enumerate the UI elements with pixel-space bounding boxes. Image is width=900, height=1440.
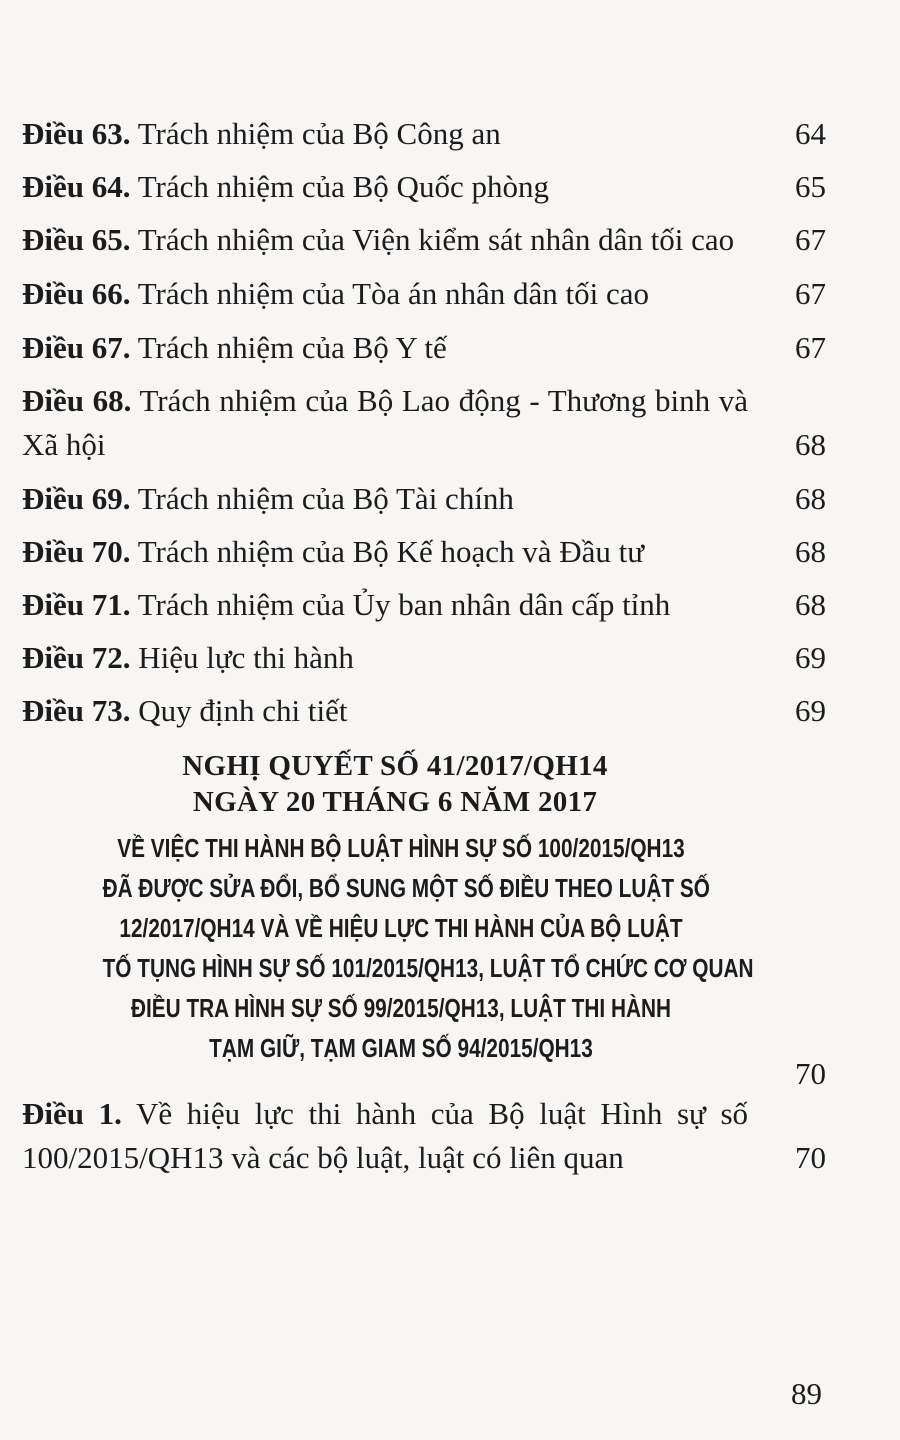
- toc-entry: [22, 218, 828, 262]
- article-label: Điều 66.: [22, 276, 131, 311]
- article-label: Điều 70.: [22, 534, 131, 569]
- page-number: 67: [795, 222, 826, 257]
- article-title: Về hiệu lực thi hành của Bộ luật Hình sự số 100/2015/QH13 và các bộ luật, luật có liên quan: [22, 1096, 749, 1175]
- subtitle-line: ĐÃ ĐƯỢC SỬA ĐỔI, BỔ SUNG MỘT SỐ ĐIỀU THEO LUẬT SỐ: [102, 873, 710, 903]
- resolution-subtitle: [22, 828, 828, 1091]
- page-number: 64: [795, 116, 826, 151]
- subtitle-line: VỀ VIỆC THI HÀNH BỘ LUẬT HÌNH SỰ SỐ 100/2015/QH13: [117, 833, 685, 863]
- toc-entry: [22, 326, 828, 379]
- article-title: Trách nhiệm của Ủy ban nhân dân cấp tỉnh: [130, 587, 671, 622]
- toc-entry: [22, 477, 828, 530]
- page-number: 68: [795, 587, 826, 622]
- article-label: Điều 72.: [22, 640, 131, 675]
- article-title: Trách nhiệm của Bộ Y tế: [130, 330, 447, 365]
- page-number: 69: [795, 640, 826, 675]
- article-label: Điều 1.: [22, 1096, 122, 1131]
- article-label: Điều 64.: [22, 169, 131, 204]
- resolution-title: NGHỊ QUYẾT SỐ 41/2017/QH14: [182, 750, 608, 782]
- subtitle-line: TỐ TỤNG HÌNH SỰ SỐ 101/2015/QH13, LUẬT TỔ CHỨC CƠ QUAN: [102, 953, 754, 983]
- folio-page-number: 89: [791, 1376, 822, 1411]
- article-title: Trách nhiệm của Bộ Công an: [130, 116, 501, 151]
- toc-entry: [22, 272, 828, 316]
- page-number: 68: [795, 427, 826, 462]
- toc-entry: [22, 379, 828, 467]
- article-label: Điều 69.: [22, 481, 131, 516]
- article-title: Quy định chi tiết: [130, 693, 348, 728]
- article-title: Trách nhiệm của Bộ Lao động - Thương binh và Xã hội: [22, 383, 748, 462]
- article-title: Trách nhiệm của Tòa án nhân dân tối cao: [130, 276, 650, 311]
- article-title: Hiệu lực thi hành: [130, 640, 354, 675]
- toc-entry: [22, 636, 828, 689]
- article-label: Điều 65.: [22, 222, 131, 257]
- toc-entry: [22, 165, 828, 218]
- article-title: Trách nhiệm của Bộ Quốc phòng: [130, 169, 549, 204]
- toc-entry: [22, 1092, 828, 1180]
- page-number: 67: [795, 330, 826, 365]
- article-title: Trách nhiệm của Viện kiểm sát nhân dân tối cao: [130, 222, 735, 257]
- resolution-heading: [22, 748, 828, 820]
- toc-entry: [22, 530, 828, 583]
- page-number: 65: [795, 169, 826, 204]
- article-label: Điều 68.: [22, 383, 132, 418]
- subtitle-line: TẠM GIỮ, TẠM GIAM SỐ 94/2015/QH13: [209, 1033, 593, 1063]
- article-label: Điều 63.: [22, 116, 131, 151]
- subtitle-line: ĐIỀU TRA HÌNH SỰ SỐ 99/2015/QH13, LUẬT THI HÀNH: [130, 993, 672, 1023]
- article-title: Trách nhiệm của Bộ Tài chính: [130, 481, 514, 516]
- toc-entry: [22, 583, 828, 636]
- article-title: Trách nhiệm của Bộ Kế hoạch và Đầu tư: [130, 534, 645, 569]
- resolution-date: NGÀY 20 THÁNG 6 NĂM 2017: [192, 786, 598, 818]
- page-number: 70: [795, 1056, 826, 1091]
- page-number: 69: [795, 693, 826, 728]
- article-label: Điều 71.: [22, 587, 131, 622]
- toc-entry: [22, 689, 828, 742]
- subtitle-line: 12/2017/QH14 VÀ VỀ HIỆU LỰC THI HÀNH CỦA BỘ LUẬT: [119, 913, 683, 943]
- page-number: 70: [795, 1140, 826, 1175]
- toc-entry: [22, 112, 828, 165]
- table-of-contents: [22, 112, 828, 1190]
- page-number: 67: [795, 276, 826, 311]
- article-label: Điều 73.: [22, 693, 131, 728]
- page-number: 68: [795, 481, 826, 516]
- article-label: Điều 67.: [22, 330, 131, 365]
- page-number: 68: [795, 534, 826, 569]
